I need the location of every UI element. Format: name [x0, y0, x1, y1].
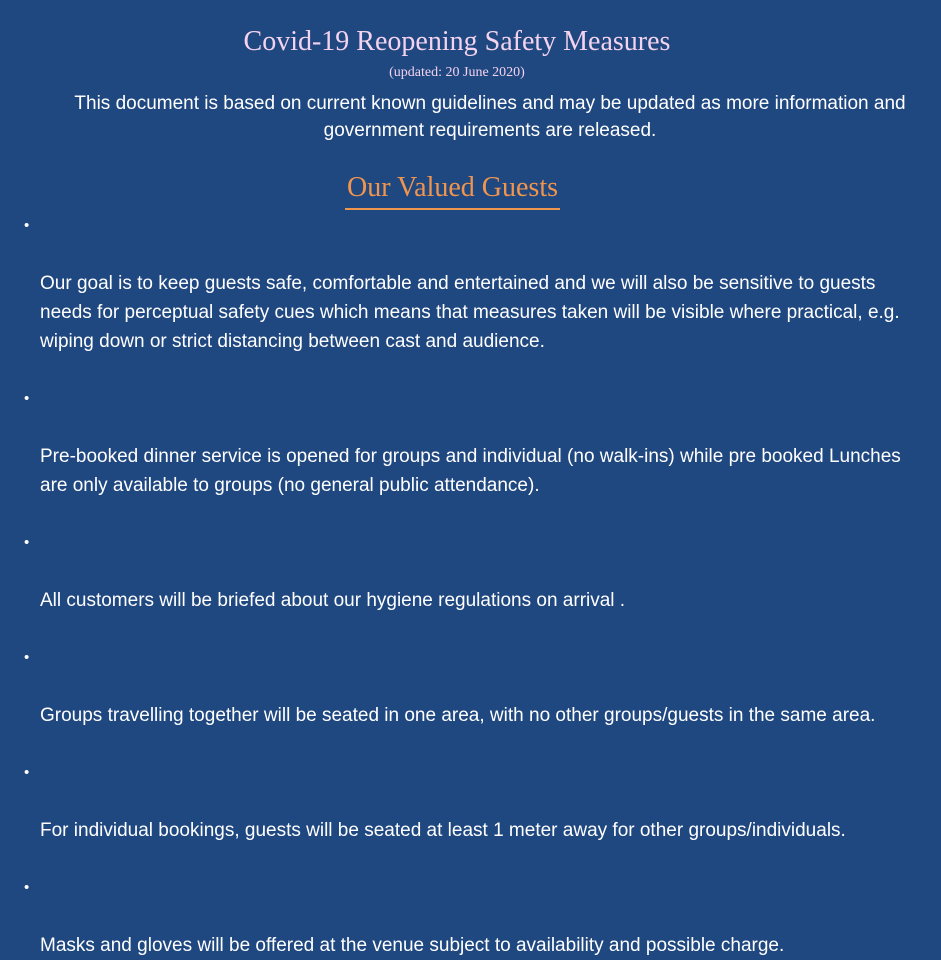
bullet-icon: • — [24, 217, 30, 234]
bullet-text: Our goal is to keep guests safe, comfortable and entertained and we will also be sensitive to guests needs for perceptual safety cues which means that measures taken will be visible where practical, e.g. wiping down or strict distancing between cast and audience. — [40, 273, 900, 352]
section-heading — [0, 170, 905, 210]
list-item — [24, 873, 924, 960]
list-item — [24, 211, 924, 356]
bullet-text: Pre-booked dinner service is opened for groups and individual (no walk-ins) while pre booked Lunches are only available to groups (no general public attendance). — [40, 446, 901, 496]
list-item — [24, 384, 924, 500]
list-item — [24, 758, 924, 845]
bullet-text: Groups travelling together will be seated in one area, with no other groups/guests in the same area. — [40, 705, 876, 726]
bullet-icon: • — [24, 390, 30, 407]
section-heading-text: Our Valued Guests — [345, 170, 560, 210]
bullet-icon: • — [24, 534, 30, 551]
document-title: Covid-19 Reopening Safety Measures — [243, 26, 671, 57]
list-item — [24, 643, 924, 730]
bullet-icon: • — [24, 764, 30, 781]
bullet-list — [24, 211, 924, 960]
bullet-icon: • — [24, 649, 30, 666]
intro-paragraph: This document is based on current known guidelines and may be updated as more information and government requirements are released. — [74, 93, 906, 141]
updated-date: (updated: 20 June 2020) — [389, 65, 525, 80]
list-item — [24, 528, 924, 615]
bullet-text: Masks and gloves will be offered at the venue subject to availability and possible charge. — [40, 935, 785, 956]
bullet-text: All customers will be briefed about our hygiene regulations on arrival . — [40, 590, 626, 611]
bullet-icon: • — [24, 879, 30, 896]
bullet-text: For individual bookings, guests will be seated at least 1 meter away for other groups/individuals. — [40, 820, 846, 841]
